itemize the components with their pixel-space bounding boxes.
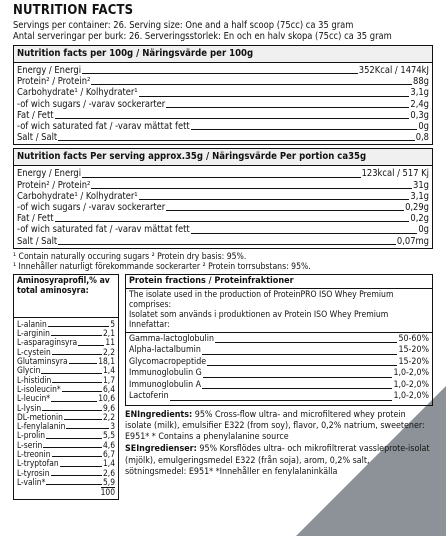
amino-value: 18,1 xyxy=(98,356,115,367)
amino-value: 3 xyxy=(110,421,115,432)
row-label: Protein² / Protein² xyxy=(17,179,91,191)
row-label: -of wich saturated fat / -varav mättat fett xyxy=(17,224,190,236)
per100-heading: Nutrition facts per 100g / Näringsvärde per 100g xyxy=(14,46,432,63)
amino-label: Glycin xyxy=(17,365,41,376)
lang-tag-se: SE xyxy=(125,444,137,455)
fraction-value: 1,0-2,0% xyxy=(393,368,429,379)
fractions-intro-sv: Isolatet som används i produktionen av Protein ISO Whey Premium Innefattar: xyxy=(129,309,389,330)
per100-row xyxy=(14,87,432,98)
amino-value: 1,4 xyxy=(103,458,115,469)
serving-row xyxy=(14,191,432,202)
fraction-label: Glycomacropeptide xyxy=(129,356,207,367)
serving-row xyxy=(14,180,432,191)
row-value: 0,29g xyxy=(405,202,429,214)
amino-total: 100 xyxy=(100,487,115,498)
per-serving-table xyxy=(13,148,433,248)
amino-label: DL-metionin xyxy=(17,411,63,422)
fraction-label: Gamma-lactoglobulin xyxy=(129,333,214,344)
fractions-intro-en: The isolate used in the production of ProteinPRO ISO Whey Premium comprises: xyxy=(129,289,394,310)
amino-value: 5,9 xyxy=(103,476,115,487)
amino-value: 1,7 xyxy=(103,374,115,385)
row-label: Salt / Salt xyxy=(17,235,58,247)
row-label: Carbohydrate¹ / Kolhydrater¹ xyxy=(17,87,138,99)
amino-label: L-leucin* xyxy=(17,393,51,404)
row-value: 2,4g xyxy=(410,98,429,110)
amino-row xyxy=(14,478,118,487)
serving-row xyxy=(14,224,432,235)
fraction-row xyxy=(126,368,432,380)
ingredients-en-text: 95% Cross-flow ultra- and microfiltered whey protein isolate (milk), emulsifier E322 (from soy), flavor, 0,2% natrium, sweetener: E951* * Contains a phenylalanine source xyxy=(125,409,425,443)
fraction-value: 1,0-2,0% xyxy=(393,391,429,402)
amino-value: 5 xyxy=(110,318,115,329)
amino-total-row xyxy=(14,487,118,497)
serving-row xyxy=(14,202,432,213)
amino-label: L-lysin xyxy=(17,402,42,413)
servings-en: Servings per container: 26. Serving size: One and a half scoop (75cc) ca 35 gram xyxy=(13,20,354,31)
fraction-row xyxy=(126,380,432,392)
amino-label: L-histidin xyxy=(17,374,52,385)
fraction-row xyxy=(126,391,432,403)
amino-label: L-serin xyxy=(17,439,43,450)
amino-label: L-tyrosin xyxy=(17,467,50,478)
fractions-heading: Protein fractions / Proteinfraktioner xyxy=(126,275,432,289)
amino-label: L-tryptofan xyxy=(17,458,59,469)
footnote-en: ¹ Contain naturally occuring sugars ² Protein dry basis: 95%. xyxy=(13,251,247,262)
amino-value: 10,6 xyxy=(98,393,115,404)
amino-table xyxy=(13,274,119,501)
per100-row xyxy=(14,132,432,143)
amino-value: 1,4 xyxy=(103,365,115,376)
fraction-value: 50-60% xyxy=(398,333,429,344)
row-value: 0,8 xyxy=(415,132,429,144)
lang-tag-en: EN xyxy=(125,409,138,420)
row-label: -of wich sugars / -varav sockerarter xyxy=(17,202,166,214)
amino-value: 6,7 xyxy=(103,449,115,459)
fractions-intro xyxy=(126,289,432,333)
fraction-label: Immunoglobulin A xyxy=(129,379,202,390)
amino-heading: Aminosyraprofil,% av total aminosyra: xyxy=(14,275,118,318)
serving-row xyxy=(14,213,432,224)
amino-value: 5,5 xyxy=(103,430,115,441)
row-value: 31g xyxy=(413,179,429,191)
serving-row xyxy=(14,236,432,247)
fraction-label: Alpha-lactalbumin xyxy=(129,345,201,356)
amino-value: 9,6 xyxy=(103,402,115,413)
amino-label: L-fenylalanin xyxy=(17,421,66,432)
row-value: 0g xyxy=(418,224,429,236)
per100-row xyxy=(14,76,432,87)
amino-label: L-asparaginsyra xyxy=(17,337,78,348)
row-label: Energy / Energi xyxy=(17,65,82,76)
fraction-value: 15-20% xyxy=(398,345,429,356)
fraction-value: 15-20% xyxy=(398,356,429,367)
amino-value: 6,4 xyxy=(103,383,115,394)
amino-label: L-arginin xyxy=(17,328,50,339)
ingredients-en xyxy=(125,410,433,444)
row-label: Protein² / Protein² xyxy=(17,76,91,88)
row-label: Salt / Salt xyxy=(17,132,58,144)
fractions-table xyxy=(125,274,433,406)
amino-label: L-treonin xyxy=(17,449,51,459)
row-value: 0,07mg xyxy=(396,235,429,247)
servings-sv: Antal serveringar per burk: 26. Serveringsstorlek: En och en halv skopa (75cc) ca 35 gram xyxy=(13,31,392,42)
row-value: 0,2g xyxy=(410,213,429,225)
row-label: Energy / Energi xyxy=(17,168,82,180)
row-value: 0,3g xyxy=(410,109,429,121)
amino-label: L-alanin xyxy=(17,318,47,329)
row-value: 0g xyxy=(418,121,429,133)
fraction-label: Lactoferin xyxy=(129,391,169,402)
per100-row xyxy=(14,121,432,132)
ingredients-sv xyxy=(125,444,433,478)
amino-value: 2,2 xyxy=(103,346,115,357)
footnote-sv: ¹ Innehåller naturligt förekommande sockerarter ² Protein torrsubstans: 95%. xyxy=(13,261,311,272)
row-label: -of wich saturated fat / -varav mättat fett xyxy=(17,121,190,133)
row-value: 123kcal / 517 Kj xyxy=(361,168,429,180)
per100-row xyxy=(14,65,432,76)
row-label: Fat / Fett xyxy=(17,109,54,121)
row-value: 3,1g xyxy=(410,87,429,99)
ingredients-en-heading: Ingredients: xyxy=(137,409,193,420)
amino-label: L-valin* xyxy=(17,476,46,487)
fraction-label: Immunoglobulin G xyxy=(129,368,202,379)
page-title: NUTRITION FACTS xyxy=(13,3,134,18)
per100-table xyxy=(13,45,433,145)
amino-value: 2,2 xyxy=(103,411,115,422)
row-label: -of wich sugars / -varav sockerarter xyxy=(17,98,166,110)
fraction-row xyxy=(126,334,432,346)
fraction-row xyxy=(126,345,432,357)
fraction-value: 1,0-2,0% xyxy=(393,379,429,390)
amino-value: 11 xyxy=(105,337,115,348)
amino-label: L-prolin xyxy=(17,430,46,441)
amino-value: 2,6 xyxy=(103,467,115,478)
row-value: 3,1g xyxy=(410,190,429,202)
amino-label: Glutaminsyra xyxy=(17,356,68,367)
per100-row xyxy=(14,110,432,121)
serving-row xyxy=(14,168,432,179)
row-label: Carbohydrate¹ / Kolhydrater¹ xyxy=(17,190,138,202)
fraction-row xyxy=(126,357,432,369)
ingredients-sv-heading: Ingredienser: xyxy=(136,444,197,455)
amino-value: 4,6 xyxy=(103,439,115,450)
per100-row xyxy=(14,99,432,110)
per-serving-heading: Nutrition facts Per serving approx.35g / Näringsvärde Per portion ca35g xyxy=(14,149,432,166)
row-label: Fat / Fett xyxy=(17,213,54,225)
ingredients-sv-text: 95% Korsflödes ultra- och mikrofiltrerat vassleprote-isolat (mjölk), emulgeringsmedel E322 (från soja), arom, 0,2% salt, sötningsmedel: E951* *Innehåller en fenylalaninkälla xyxy=(125,444,430,477)
row-value: 88g xyxy=(413,76,429,88)
amino-label: L-cystein xyxy=(17,346,51,357)
amino-label: L-isoleucin* xyxy=(17,383,61,394)
row-value: 352Kcal / 1474kJ xyxy=(358,65,429,76)
amino-value: 2,1 xyxy=(103,328,115,339)
